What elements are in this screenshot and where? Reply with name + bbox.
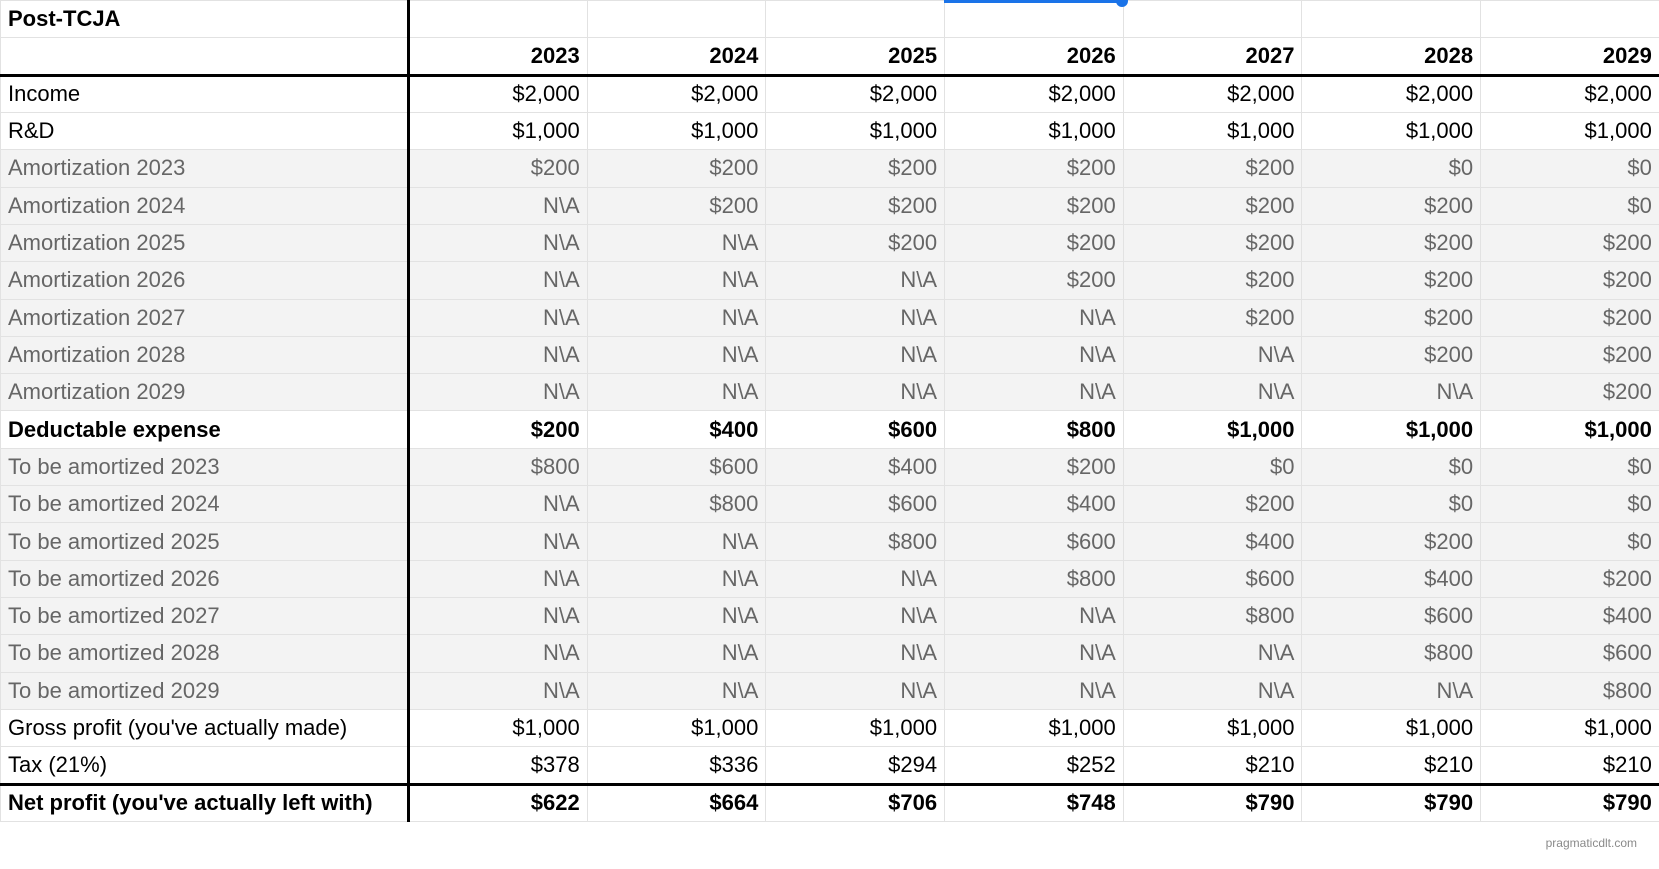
value-cell[interactable]: $200 [766,224,945,261]
value-cell[interactable]: N\A [1123,336,1302,373]
value-cell[interactable]: $200 [1302,336,1481,373]
value-cell[interactable]: $210 [1302,747,1481,784]
table-row [1,411,1659,448]
value-cell[interactable]: $200 [1481,560,1659,597]
value-cell[interactable]: N\A [587,560,766,597]
value-cell[interactable]: $200 [1481,299,1659,336]
value-cell[interactable]: $400 [1481,598,1659,635]
value-cell[interactable]: $1,000 [409,709,588,746]
value-cell[interactable]: $252 [945,747,1124,784]
value-cell[interactable]: $1,000 [1302,709,1481,746]
row-label-cell[interactable]: To be amortized 2029 [1,672,409,709]
value-cell[interactable]: N\A [945,598,1124,635]
row-label-cell[interactable]: To be amortized 2027 [1,598,409,635]
value-cell[interactable]: $600 [1481,635,1659,672]
value-cell[interactable]: $800 [1302,635,1481,672]
table-row [1,112,1659,149]
table-row [1,523,1659,560]
value-cell[interactable]: $1,000 [1123,411,1302,448]
value-cell[interactable]: $0 [1481,486,1659,523]
row-label-cell[interactable]: Amortization 2029 [1,374,409,411]
value-cell[interactable]: N\A [409,598,588,635]
value-cell[interactable]: $800 [409,448,588,485]
value-cell[interactable]: $200 [945,448,1124,485]
value-cell[interactable]: $790 [1123,784,1302,821]
value-cell[interactable]: N\A [1123,672,1302,709]
watermark: pragmaticdlt.com [1545,836,1637,850]
value-cell[interactable]: $200 [1481,336,1659,373]
value-cell[interactable]: $200 [1302,523,1481,560]
value-cell[interactable]: N\A [766,598,945,635]
value-cell[interactable]: N\A [766,560,945,597]
value-cell[interactable]: N\A [409,299,588,336]
value-cell[interactable]: $1,000 [1302,112,1481,149]
table-row [1,784,1659,821]
row-label-cell[interactable]: Income [1,75,409,112]
table-row [1,187,1659,224]
value-cell[interactable]: $600 [766,486,945,523]
value-cell[interactable]: $2,000 [1481,75,1659,112]
value-cell[interactable]: $200 [1481,224,1659,261]
value-cell[interactable]: N\A [587,299,766,336]
value-cell[interactable]: $800 [1123,598,1302,635]
row-label-cell[interactable]: Deductable expense [1,411,409,448]
value-cell[interactable]: $0 [1302,448,1481,485]
value-cell[interactable]: $200 [1123,262,1302,299]
value-cell[interactable]: N\A [945,672,1124,709]
year-header-cell[interactable]: 2028 [1302,38,1481,75]
table-row [1,747,1659,784]
table-row [1,672,1659,709]
value-cell[interactable]: N\A [766,336,945,373]
value-cell[interactable]: $664 [587,784,766,821]
table-row [1,150,1659,187]
row-label-cell[interactable]: To be amortized 2025 [1,523,409,560]
value-cell[interactable]: N\A [1302,672,1481,709]
value-cell[interactable]: $200 [945,224,1124,261]
row-label-cell[interactable]: To be amortized 2026 [1,560,409,597]
title-row [1,1,1659,38]
value-cell[interactable]: N\A [587,224,766,261]
value-cell[interactable]: N\A [1123,374,1302,411]
value-cell[interactable]: N\A [587,672,766,709]
value-cell[interactable]: N\A [766,299,945,336]
value-cell[interactable]: $200 [945,187,1124,224]
value-cell[interactable]: $378 [409,747,588,784]
value-cell[interactable]: $1,000 [587,709,766,746]
empty-cell[interactable] [945,1,1124,38]
value-cell[interactable]: $0 [1123,448,1302,485]
value-cell[interactable]: N\A [945,299,1124,336]
value-cell[interactable]: $0 [1481,150,1659,187]
value-cell[interactable]: N\A [766,374,945,411]
value-cell[interactable]: $2,000 [1123,75,1302,112]
empty-cell[interactable] [409,1,588,38]
value-cell[interactable]: N\A [409,560,588,597]
value-cell[interactable]: $1,000 [766,112,945,149]
value-cell[interactable]: N\A [409,523,588,560]
value-cell[interactable]: N\A [409,635,588,672]
value-cell[interactable]: N\A [409,187,588,224]
value-cell[interactable]: $2,000 [587,75,766,112]
value-cell[interactable]: $294 [766,747,945,784]
selection-border [944,0,1122,3]
row-label-cell[interactable]: Net profit (you've actually left with) [1,784,409,821]
value-cell[interactable]: $790 [1481,784,1659,821]
year-header-cell[interactable]: 2029 [1481,38,1659,75]
year-header-cell[interactable]: 2027 [1123,38,1302,75]
table-row [1,486,1659,523]
value-cell[interactable]: N\A [409,336,588,373]
value-cell[interactable]: $1,000 [766,709,945,746]
value-cell[interactable]: $800 [587,486,766,523]
table-row [1,448,1659,485]
value-cell[interactable]: $1,000 [1123,709,1302,746]
empty-cell[interactable] [1302,1,1481,38]
empty-cell[interactable] [587,1,766,38]
value-cell[interactable]: $200 [409,411,588,448]
value-cell[interactable]: $600 [1123,560,1302,597]
table-row [1,635,1659,672]
empty-cell[interactable] [1123,1,1302,38]
table-row [1,709,1659,746]
empty-cell[interactable] [766,1,945,38]
value-cell[interactable]: $200 [945,262,1124,299]
value-cell[interactable]: $600 [1302,598,1481,635]
value-cell[interactable]: N\A [587,598,766,635]
table-row [1,262,1659,299]
value-cell[interactable]: $800 [945,411,1124,448]
value-cell[interactable]: $200 [1123,187,1302,224]
value-cell[interactable]: $0 [1302,150,1481,187]
row-label-cell[interactable]: To be amortized 2028 [1,635,409,672]
value-cell[interactable]: $622 [409,784,588,821]
row-label-cell[interactable]: To be amortized 2023 [1,448,409,485]
value-cell[interactable]: $1,000 [1481,709,1659,746]
value-cell[interactable]: $1,000 [945,709,1124,746]
row-label-cell[interactable]: Amortization 2026 [1,262,409,299]
value-cell[interactable]: N\A [587,262,766,299]
value-cell[interactable]: $200 [1123,486,1302,523]
row-label-cell[interactable]: Amortization 2025 [1,224,409,261]
value-cell[interactable]: $200 [1302,187,1481,224]
table-row [1,75,1659,112]
value-cell[interactable]: $600 [766,411,945,448]
value-cell[interactable]: N\A [409,262,588,299]
header-label-cell[interactable] [1,38,409,75]
value-cell[interactable]: N\A [766,635,945,672]
value-cell[interactable]: $0 [1481,448,1659,485]
value-cell[interactable]: $200 [587,150,766,187]
value-cell[interactable]: $200 [409,150,588,187]
value-cell[interactable]: N\A [587,635,766,672]
value-cell[interactable]: N\A [409,672,588,709]
table-row [1,374,1659,411]
year-header-cell[interactable]: 2024 [587,38,766,75]
row-label-cell[interactable]: R&D [1,112,409,149]
table-row [1,299,1659,336]
value-cell[interactable]: $800 [1481,672,1659,709]
value-cell[interactable]: N\A [587,523,766,560]
value-cell[interactable]: $200 [1302,224,1481,261]
row-label-cell[interactable]: Amortization 2024 [1,187,409,224]
value-cell[interactable]: $1,000 [409,112,588,149]
value-cell[interactable]: $800 [766,523,945,560]
value-cell[interactable]: $748 [945,784,1124,821]
value-cell[interactable]: $1,000 [587,112,766,149]
value-cell[interactable]: $800 [945,560,1124,597]
row-label-cell[interactable]: Gross profit (you've actually made) [1,709,409,746]
value-cell[interactable]: $200 [766,150,945,187]
table-row [1,224,1659,261]
value-cell[interactable]: $2,000 [409,75,588,112]
year-header-row [1,38,1659,75]
row-label-cell[interactable]: Amortization 2027 [1,299,409,336]
value-cell[interactable]: $200 [1481,262,1659,299]
value-cell[interactable]: N\A [1302,374,1481,411]
value-cell[interactable]: $1,000 [1481,411,1659,448]
value-cell[interactable]: $210 [1481,747,1659,784]
value-cell[interactable]: $706 [766,784,945,821]
value-cell[interactable]: $200 [1123,224,1302,261]
value-cell[interactable]: N\A [945,336,1124,373]
value-cell[interactable]: $600 [587,448,766,485]
value-cell[interactable]: $2,000 [945,75,1124,112]
value-cell[interactable]: $200 [1302,299,1481,336]
value-cell[interactable]: $400 [587,411,766,448]
value-cell[interactable]: $600 [945,523,1124,560]
value-cell[interactable]: $0 [1481,187,1659,224]
row-label-cell[interactable]: Amortization 2028 [1,336,409,373]
value-cell[interactable]: N\A [945,374,1124,411]
value-cell[interactable]: $200 [945,150,1124,187]
value-cell[interactable]: N\A [766,672,945,709]
table-row [1,598,1659,635]
sheet-title-cell[interactable]: Post-TCJA [1,1,409,38]
value-cell[interactable]: N\A [945,635,1124,672]
value-cell[interactable]: N\A [409,374,588,411]
sheet-body [1,1,1659,822]
value-cell[interactable]: $200 [1302,262,1481,299]
value-cell[interactable]: $200 [1123,299,1302,336]
value-cell[interactable]: N\A [587,336,766,373]
table-row [1,336,1659,373]
value-cell[interactable]: $790 [1302,784,1481,821]
empty-cell[interactable] [1481,1,1659,38]
year-header-cell[interactable]: 2025 [766,38,945,75]
value-cell[interactable]: $200 [766,187,945,224]
value-cell[interactable]: $1,000 [945,112,1124,149]
value-cell[interactable]: $400 [766,448,945,485]
table-row [1,560,1659,597]
value-cell[interactable]: $0 [1302,486,1481,523]
value-cell[interactable]: $336 [587,747,766,784]
value-cell[interactable]: $1,000 [1302,411,1481,448]
value-cell[interactable]: $2,000 [766,75,945,112]
value-cell[interactable]: N\A [409,486,588,523]
value-cell[interactable]: N\A [409,224,588,261]
year-header-cell[interactable]: 2023 [409,38,588,75]
value-cell[interactable]: $200 [1123,150,1302,187]
value-cell[interactable]: $1,000 [1481,112,1659,149]
value-cell[interactable]: $210 [1123,747,1302,784]
value-cell[interactable]: $400 [1302,560,1481,597]
row-label-cell[interactable]: Amortization 2023 [1,150,409,187]
value-cell[interactable]: N\A [587,374,766,411]
year-header-cell[interactable]: 2026 [945,38,1124,75]
value-cell[interactable]: N\A [766,262,945,299]
value-cell[interactable]: $2,000 [1302,75,1481,112]
row-label-cell[interactable]: Tax (21%) [1,747,409,784]
value-cell[interactable]: $400 [945,486,1124,523]
value-cell[interactable]: $400 [1123,523,1302,560]
value-cell[interactable]: $0 [1481,523,1659,560]
value-cell[interactable]: N\A [1123,635,1302,672]
value-cell[interactable]: $200 [587,187,766,224]
value-cell[interactable]: $1,000 [1123,112,1302,149]
value-cell[interactable]: $200 [1481,374,1659,411]
row-label-cell[interactable]: To be amortized 2024 [1,486,409,523]
